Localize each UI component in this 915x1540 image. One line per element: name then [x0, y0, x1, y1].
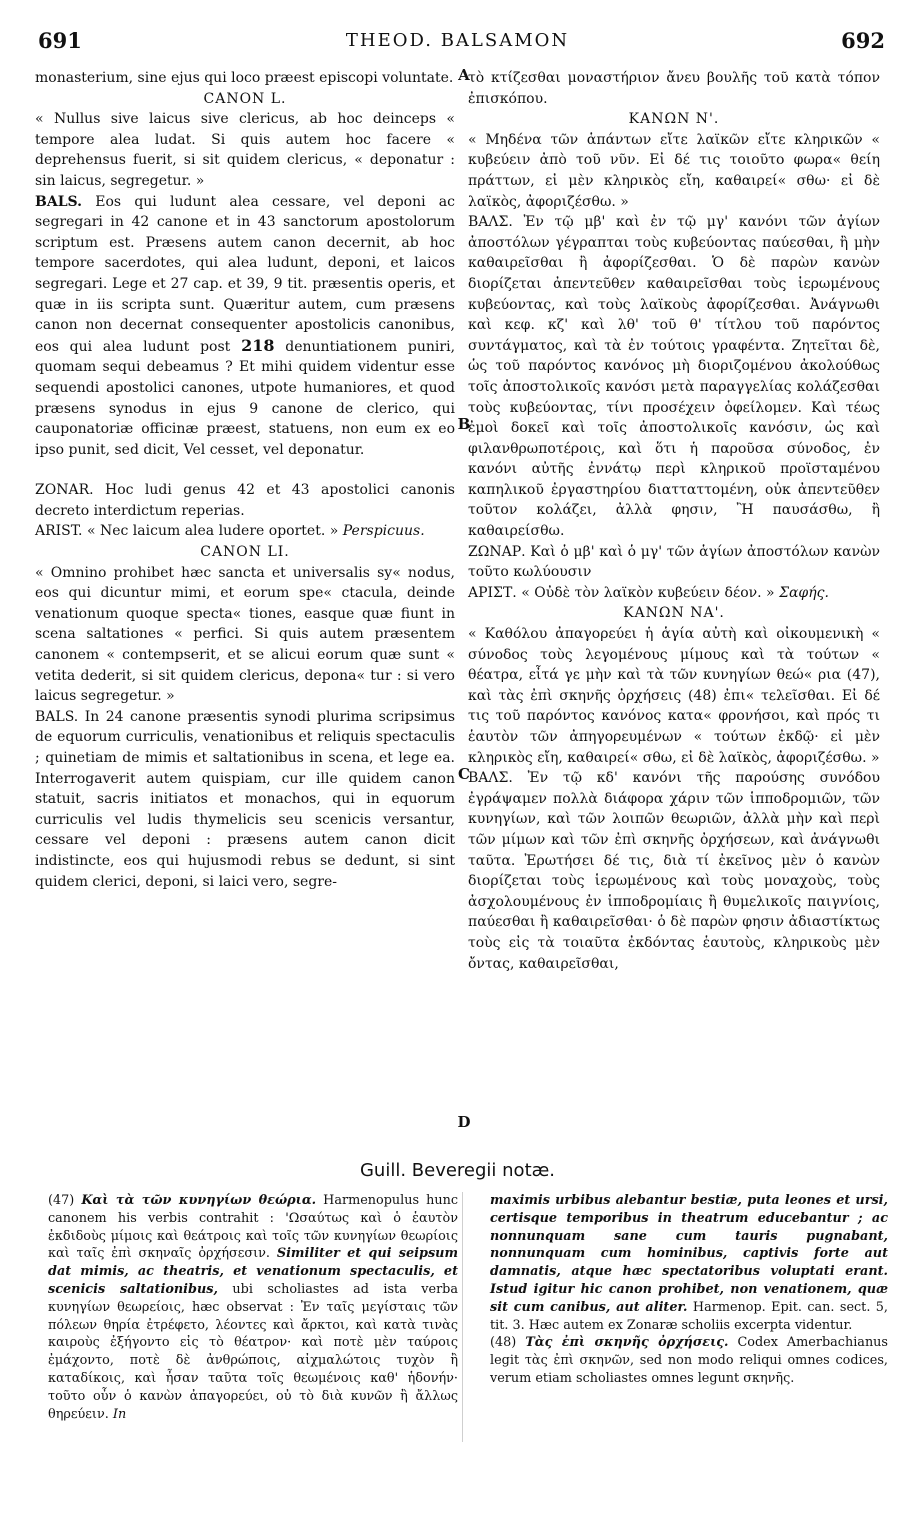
note-47-text-b: Similiter et qui seipsum dat mimis, ac theatris, et venationum spectaculis, et scenicis saltationibus,	[48, 1246, 458, 1297]
note-48	[490, 1334, 888, 1387]
aristenus-label-greek: ΑΡΙΣΤ.	[468, 584, 517, 601]
balsamon-label-greek: ΒΑΛΣ.	[468, 770, 513, 787]
balsamon-51-text-greek: Ἐν τῷ κδ' κανόνι τῆς παρούσης συνόδου ἐγράψαμεν πολλὰ διάφορα χάριν τῶν ἱπποδρομιῶν, τῶν κυνηγίων, καὶ τῶν λοιπῶν θεωριῶν, ἀλλὰ μὴν καὶ περὶ τῶν μίμων καὶ τῶν ἐπὶ σκηνῆς ὀρχήσεων, καὶ ἀνάγνωθι ταῦτα. Ἐρωτήσει δέ τις, διὰ τί ἐκεῖνος μὲν ὁ κανὼν διορίζεται τοὺς ἱερωμένους καὶ τοὺς μοναχοὺς, τοὺς ἀσχολουμένους ἐν ἱπποδρομίαις ἢ θυμελικοῖς παιγνίοις, παύεσθαι ἢ καθαιρεῖσθαι· ὁ δὲ παρὼν φησιν ἀδιαστίκτως τοὺς εἰς τὰ τοιαῦτα ἐκδόντας ἑαυτοὺς, κληρικοὺς μὲν ὄντας, καθαιρεῖσθαι,	[468, 770, 881, 972]
page-header	[30, 28, 885, 68]
note-47	[48, 1192, 458, 1423]
greek-intro: τὸ κτίζεσθαι μοναστήριον ἄνευ βουλῆς τοῦ κατὰ τόπον ἐπισκόπου.	[468, 70, 880, 107]
note-48-number: (48)	[490, 1335, 517, 1351]
zonaras-label-greek: ΖΩΝΑΡ.	[468, 543, 526, 560]
note-47-number: (47)	[48, 1193, 75, 1208]
notes-divider	[462, 1192, 463, 1442]
canon-51-text-greek: « Καθόλου ἀπαγορεύει ἡ ἁγία αὐτὴ καὶ οἰκουμενικὴ « σύνοδος τοὺς λεγομένους μίμους καὶ τὰ τούτων « θέατρα, εἶτά γε μὴν καὶ τὰ τῶν κυνηγίων θεώ« ρια (47), καὶ τὰς ἐπὶ σκηνῆς ὀρχήσεις (48) ἐπι« τελεῖσθαι. Εἰ δέ τις τοῦ παρόντος κανόνος κατα« φρονήσοι, καὶ πρός τι ἑαυτὸν τῶν ἀπηγορευμένων « τούτων ἐκδῷ· εἰ μὲν κληρικὸς εἴη, καθαιρεί« σθω, εἰ δὲ λαϊκὸς, ἀφοριζέσθω. »	[468, 626, 880, 766]
balsamon-50-text-greek: Ἐν τῷ μβ' καὶ ἐν τῷ μγ' κανόνι τῶν ἁγίων ἀποστόλων γέγραπται τοὺς κυβεύοντας παύεσθαι, ἢ μὴν καθαιρεῖσθαι ἢ ἀφορίζεσθαι. Ὁ δὲ παρὼν κανὼν διορίζεται ἀπεντεῦθεν καθαιρεῖσθαι τοὺς ἱερωμένους κυβεύοντας, καὶ τοὺς λαϊκοὺς ἀφορίζεσθαι. Ἀνάγνωθι καὶ κεφ. κζ' καὶ λθ' τοῦ θ' τίτλου τοῦ παρόντος συντάγματος, καὶ τὰ ἐν τούτοις γραφέντα. Ζητεῖται δὲ, ὡς τοῦ παρόντος κανόνος μὴ διοριζομένου ἀκολούθως τοῖς ἀποστολικοῖς κανόσι μετὰ παραγγελίας κολάζεσθαι τοὺς κυβεύοντας, τίνι προσέχειν ὀφείλομεν. Καὶ τέως ἐμοὶ δοκεῖ καὶ τοῖς ἀποστολικοῖς κανόσιν, ὡς καὶ φιλανθρωποτέροις, καὶ ὅτι ἡ παροῦσα σύνοδος, ἐν κανόνι αὐτῆς ἐννάτῳ περὶ κληρικοῦ προϊσταμένου καπηλικοῦ ἐργαστηρίου διατταττομένη, οὐκ ἀπεντεῦθεν τοῦτον κολάζει, ἀλλὰ φησιν, Ἢ παυσάσθω, ἢ καθαιρείσθω.	[468, 214, 880, 540]
note-48-text: Codex Amerbachianus legit τὰς ἐπὶ σκηνῶν, sed non modo reliqui omnes codices, verum etiam scholiastes omnes legunt σκηνῆς.	[490, 1335, 888, 1386]
margin-letter-c: C	[458, 765, 470, 783]
canon-50-heading-greek: ΚΑΝΩΝ Ν'.	[628, 111, 720, 128]
aristenus-text: « Nec laicum alea ludere oportet. »	[86, 523, 339, 540]
running-title: THEOD. BALSAMON	[345, 30, 570, 51]
note-47-text-a: Harmenopulus hunc canonem his verbis contrahit : 'Ωσαύτως καὶ ὁ ἑαυτὸν ἐκδιδοὺς μίμοις καὶ θεάτροις καὶ τοῖς τῶν κυνηγίων θεωρίοις καὶ ταῖς ἐπὶ σκηναῖς ὀρχήσεσιν.	[48, 1193, 458, 1262]
balsamon-label: BALS.	[35, 193, 83, 210]
balsamon-label-greek: ΒΑΛΣ.	[468, 214, 513, 231]
canon-51-heading-latin: CANON LI.	[200, 544, 290, 561]
aristenus-tag: Perspicuus.	[342, 523, 425, 540]
balsamon-51-greek	[468, 768, 880, 974]
canon-51-heading-greek: ΚΑΝΩΝ ΝΑ'.	[623, 605, 725, 622]
note-47-cont-text-b: Harmenop. Epit. can. sect. 5, tit. 3. Hæc autem ex Zonaræ scholiis excerpta videntur.	[490, 1299, 888, 1333]
balsamon-51-latin	[35, 707, 455, 892]
notes-title: Guill. Beveregii notæ.	[359, 1160, 556, 1181]
zonaras-greek	[468, 542, 880, 583]
balsamon-50-latin	[35, 192, 455, 461]
note-47-cont-text-a: maximis urbibus alebantur bestiæ, puta leones et ursi, certisque temporibus in theatrum educebantur ; ac nonnunquam sane cum tauris pugnabant, nonnunquam cum hominibus, captivis forte aut damnatis, atque hæc spectatoribus voluptati erant. Istud igitur hic canon prohibet, non venationem, quæ sit cum canibus, aut aliter.	[490, 1193, 888, 1315]
page-number-left: 691	[38, 28, 82, 53]
aristenus-tag-greek: Σαφής.	[779, 584, 829, 601]
aristenus-text-greek: « Οὐδὲ τὸν λαϊκὸν κυβεύειν δέον. »	[521, 584, 775, 601]
margin-letter-a: A	[458, 66, 470, 84]
greek-column	[468, 68, 880, 974]
zonaras-text: Hoc ludi genus 42 et 43 apostolici canonis decreto interdictum reperias.	[35, 482, 455, 519]
zonaras-latin	[35, 480, 455, 521]
zonaras-label: ZONAR.	[35, 482, 94, 499]
marginal-column-number: 218	[241, 335, 275, 355]
note-47-text-d: In	[112, 1406, 127, 1422]
canon-50-text-latin: « Nullus sive laicus sive clericus, ab hoc deinceps « tempore alea ludat. Si quis autem hoc facere « deprehensus fuerit, si sit quidem clericus, « deponatur : sin laicus, segregetur. »	[35, 111, 455, 189]
notes-right-column	[490, 1192, 888, 1388]
aristenus-latin	[35, 521, 455, 542]
aristenus-greek	[468, 583, 880, 604]
latin-intro: monasterium, sine ejus qui loco præest episcopi voluntate.	[35, 70, 454, 86]
balsamon-50-text-a: Eos qui ludunt alea cessare, vel deponi ac segregari in 42 canone et in 43 sanctorum apostolorum scriptum est. Præsens autem canon decernit, ab hoc tempore sacerdotes, qui alea ludunt, deponi, et laicos segregari. Lege et 27 cap. et 39, 9 tit. præsentis operis, et quæ in iis scripta sunt. Quæritur autem, cum præsens canon non decernat consequenter apostolicis canonibus, eos qui alea ludunt post	[35, 193, 455, 355]
note-47-lemma: Καὶ τὰ τῶν κυνηγίων θεώρια.	[81, 1193, 317, 1208]
page-number-right: 692	[841, 28, 885, 53]
margin-letter-b: B	[457, 415, 471, 433]
canon-50-text-greek: « Μηδένα τῶν ἁπάντων εἴτε λαϊκῶν εἴτε κληρικῶν « κυβεύειν ἀπὸ τοῦ νῦν. Εἰ δέ τις τοιοῦτο φωρα« θείη πράττων, εἰ μὲν κληρικὸς εἴη, καθαιρεί« σθω· εἰ δὲ λαϊκὸς, ἀφοριζέσθω. »	[468, 131, 880, 210]
zonaras-text-greek: Καὶ ὁ μβ' καὶ ὁ μγ' τῶν ἁγίων ἀποστόλων κανὼν τοῦτο κωλύουσιν	[468, 543, 881, 581]
balsamon-label: BALS.	[35, 708, 79, 725]
note-47-continued	[490, 1192, 888, 1334]
latin-column	[35, 68, 455, 892]
balsamon-50-greek	[468, 212, 880, 542]
spacer	[35, 460, 455, 480]
aristenus-label: ARIST.	[35, 523, 83, 540]
margin-letter-d: D	[457, 1113, 471, 1131]
canon-51-text-latin: « Omnino prohibet hæc sancta et universalis sy« nodus, eos qui dicuntur mimi, et eorum spe« ctacula, deinde venationum quoque specta« tiones, easque quæ fiunt in scena saltationes « perfici. Si quis autem præsentem canonem « contempserit, et se alicui eorum quæ sunt « vetita dederit, si sit quidem clericus, depona« tur : si vero laicus segregetur. »	[35, 564, 455, 705]
notes-left-column	[48, 1192, 458, 1423]
note-47-text-c: ubi scholiastes ad ista verba κυνηγίων θεωρείοις, hæc observat : Ἐν ταῖς μεγίσταις τῶν πόλεων θηρία ἐτρέφετο, λέοντες καὶ ἄρκτοι, καὶ κατὰ τινὰς καιροὺς ἐξήγοντο εἰς τὸ θέατρον· καὶ ποτὲ μὲν ταύροις ἐμάχοντο, ποτὲ δὲ ἀνθρώποις, αἰχμαλώτοις τυχὸν ἢ καταδίκοις, καὶ ἦσαν ταῦτα τοῖς θεωμένοις καθ' ἡδονήν· τοῦτο οὖν ὁ κανὼν ἀπαγορεύει, οὐ τὸ διὰ κυνῶν ἢ ἄλλως θηρεύειν.	[48, 1281, 459, 1422]
balsamon-50-text-b: denuntiationem puniri, quomam sequi debeamus ? Et mihi quidem videntur esse sequendi apostolici canones, utpote humaniores, et quod præsens synodus in ejus 9 canone de clerico, qui cauponatoriæ officinæ præest, statuens, non eum ex eo ipso punit, sed dicit, Vel cesset, vel deponatur.	[35, 338, 456, 458]
note-48-lemma: Τὰς ἐπὶ σκηνῆς ὀρχήσεις.	[525, 1335, 729, 1351]
balsamon-51-text: In 24 canone præsentis synodi plurima scripsimus de equorum curriculis, venationibus et reliquis spectaculis ; quinetiam de mimis et saltationibus in scena, et lege ea. Interrogaverit autem quispiam, cur ille quidem canon statuit, sacris initiatos et monachos, qui in equorum curriculis vel ludis thymelicis seu scenicis versantur, cessare vel deponi : præsens autem canon dicit indistincte, eos qui hujusmodi rebus se dedunt, si sint quidem clerici, deponi, si laici vero, segre-	[35, 708, 456, 890]
canon-50-heading-latin: CANON L.	[203, 90, 287, 107]
